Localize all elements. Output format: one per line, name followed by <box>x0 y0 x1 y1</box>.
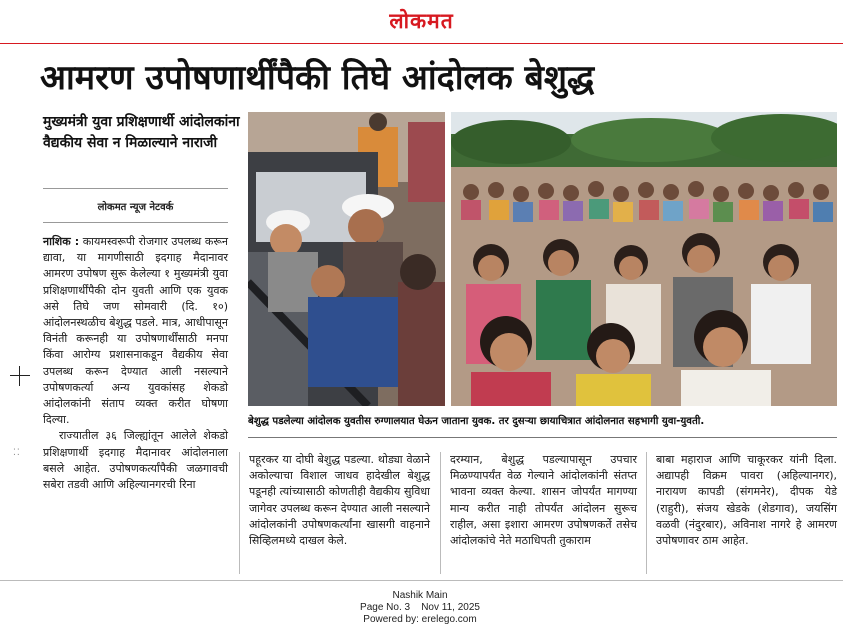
article-column-2 <box>249 452 430 549</box>
edition-label: Nashik Main <box>392 590 448 601</box>
lokmat-logo: लोकमत <box>389 8 454 33</box>
article-paragraph: बाबा महाराज आणि चाकूरकर यांनी दिला. अद्यापही विक्रम पावरा (अहिल्यानगर), नारायण कापडी (संगमनेर), दीपक येडे (राहुरी), संजय खेडके (शेडगाव), जयसिंग वळवी (नंदुरबार), अविनाश नागरे हे आमरण उपोषणावर ठाम आहेत. <box>656 453 837 548</box>
article-paragraph: कायमस्वरूपी रोजगार उपलब्ध करून द्यावा, या मागणीसाठी इदगाह मैदानावर आमरण उपोषण सुरू केलेल्या १ मुख्यमंत्री युवा प्रशिक्षणार्थींपैकी दोन युवती आणि एक युवक असे तिघे जण सोमवारी (दि. १०) आंदोलनस्थळीच बेशुद्ध पडले. मात्र, आधीपासून विनंती करूनही या उपोषणार्थींसाठी मनपा किंवा आरोग्य प्रशासनाकडून वैद्यकीय सेवा उपलब्ध करून देण्यात आली नसल्याने उपोषणकर्त्या अन्य युवकांसह शेकडो आंदोलकांनी संताप व्यक्त करीत घोषणा दिल्या. <box>43 235 228 427</box>
article-paragraph: पहूरकर या दोघी बेशुद्ध पडल्या. थोड्या वेळाने अकोल्याचा विशाल जाधव हादेखील बेशुद्ध पडूनही त्यांच्यासाठी कोणतीही वैद्यकीय सुविधा जागेवर उपलब्ध करून देण्यात आली नसल्याने आंदोलकांनी उपोषणकर्त्यांना खासगी वाहनाने सिव्हिलमध्ये दाखल केले. <box>249 453 430 548</box>
article-column-1 <box>43 234 228 493</box>
column-divider <box>239 452 240 574</box>
photo-carrying-protester <box>248 112 445 406</box>
photo-caption: बेशुद्ध पडलेल्या आंदोलक युवतीस रुग्णालयात घेऊन जाताना युवक. तर दुसऱ्या छायाचित्रात आंदोलनात सहभागी युवा-युवती. <box>248 416 705 427</box>
byline: लोकमत न्यूज नेटवर्क <box>97 202 174 213</box>
footer-divider <box>0 580 843 581</box>
powered-by-label: Powered by: erelego.com <box>363 614 477 625</box>
byline-divider <box>43 222 228 223</box>
dateline: नाशिक : <box>43 235 80 248</box>
caption-divider <box>248 437 837 438</box>
article-paragraph: दरम्यान, बेशुद्ध पडल्यापासून उपचार मिळण्यापर्यंत वेळ गेल्याने आंदोलकांनी संतप्त भावना व्यक्त केल्या. शासन जोपर्यंत मागण्या मान्य करीत नाही तोपर्यंत आंदोलन सुरूच राहील, असा इशारा आमरण उपोषणकर्ते तसेच आंदोलकांचे नेते मठाधिपती तुकाराम <box>450 453 637 548</box>
masthead <box>0 0 843 44</box>
byline-divider <box>43 188 228 189</box>
column-divider <box>646 452 647 574</box>
article-column-4 <box>656 452 837 549</box>
photo-protest-crowd <box>451 112 837 406</box>
headline: आमरण उपोषणार्थींपैकी तिघे आंदोलक बेशुद्ध <box>40 58 595 98</box>
crosshair-icon <box>10 366 30 386</box>
column-divider <box>440 452 441 574</box>
masthead-rule <box>0 43 843 44</box>
page-footer <box>310 590 530 626</box>
page-date-label: Page No. 3 Nov 11, 2025 <box>360 602 480 613</box>
subheadline: मुख्यमंत्री युवा प्रशिक्षणार्थी आंदोलकांना वैद्यकीय सेवा न मिळाल्याने नाराजी <box>43 114 240 151</box>
article-paragraph: राज्यातील ३६ जिल्ह्यांतून आलेले शेकडो प्रशिक्षणार्थी इदगाह मैदानावर आंदोलनाला बसले आहेत. उपोषणकर्त्यांपैकी जळगावची सबेरा तडवी आणि अहिल्यानगरची रिना <box>43 429 228 492</box>
dots-icon: ⁚⁚ <box>13 448 21 458</box>
article-column-3 <box>450 452 637 549</box>
